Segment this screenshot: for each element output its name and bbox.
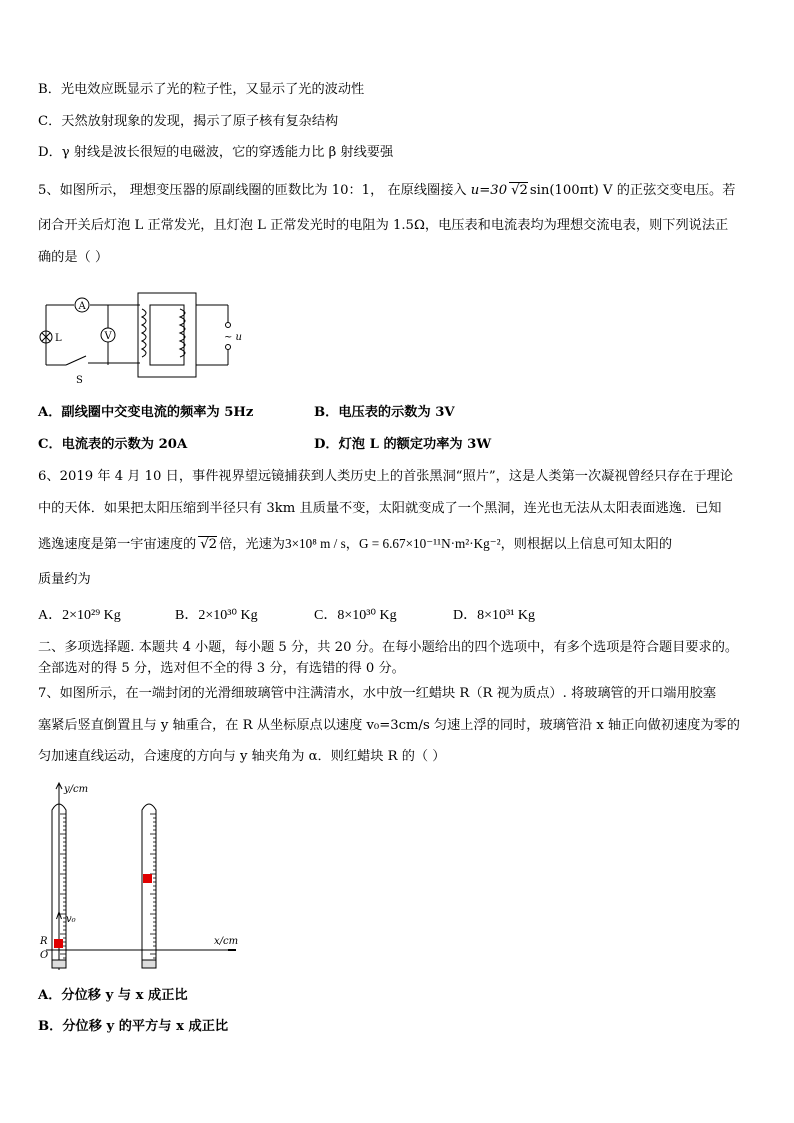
q5-option-c: C．电流表的示数为 20A bbox=[38, 437, 188, 452]
red-wax-block-moved bbox=[143, 874, 152, 883]
section2-line1: 二、多项选择题. 本题共 4 小题，每小题 5 分，共 20 分。在每小题给出的四个选项中，有多个选项是符合题目要求的。 bbox=[38, 640, 739, 655]
v0-label: v₀ bbox=[66, 914, 76, 925]
switch-label: S bbox=[76, 375, 83, 385]
lamp-label: L bbox=[55, 333, 62, 344]
q4-option-b: B．光电效应既显示了光的粒子性，又显示了光的波动性 bbox=[38, 82, 365, 97]
q7-stem-line3: 匀加速直线运动，合速度的方向与 y 轴夹角为 α．则红蜡块 R 的（ ） bbox=[38, 749, 446, 764]
q6-stem-line3: 逃逸速度是第一宇宙速度的 √2 倍，光速为3×10⁸ m / s，G = 6.67×10⁻¹¹N·m²·Kg⁻²，则根据以上信息可知太阳的 bbox=[38, 536, 673, 552]
q7-stem-line2: 塞紧后竖直倒置且与 y 轴重合，在 R 从坐标原点以速度 v₀=3cm/s 匀速上浮的同时，玻璃管沿 x 轴正向做初速度为零的 bbox=[38, 718, 740, 733]
glass-tube-figure bbox=[38, 780, 243, 980]
transformer-circuit-figure bbox=[38, 285, 253, 385]
q5-stem-line3: 确的是（ ） bbox=[38, 250, 109, 265]
q6-option-c: C．8×10³⁰ Kg bbox=[314, 608, 397, 623]
q7-stem-line1: 7、如图所示，在一端封闭的光滑细玻璃管中注满清水，水中放一红蜡块 R（R 视为质点）. 将玻璃管的开口端用胶塞 bbox=[38, 686, 717, 701]
q6-stem-line2: 中的天体．如果把太阳压缩到半径只有 3km 且质量不变，太阳就变成了一个黑洞，连光也无法从太阳表面逃逸．已知 bbox=[38, 501, 722, 516]
q5-option-d: D．灯泡 L 的额定功率为 3W bbox=[314, 437, 492, 452]
q6-option-d: D．8×10³¹ Kg bbox=[453, 608, 536, 623]
q4-option-c: C．天然放射现象的发现，揭示了原子核有复杂结构 bbox=[38, 114, 339, 129]
q7-option-b: B．分位移 y 的平方与 x 成正比 bbox=[38, 1019, 229, 1034]
q6-option-a: A．2×10²⁹ Kg bbox=[38, 608, 121, 623]
q6-option-b: B．2×10³⁰ Kg bbox=[175, 608, 258, 623]
section2-line2: 全部选对的得 5 分，选对但不全的得 3 分，有选错的得 0 分。 bbox=[38, 661, 405, 676]
source-label: ~ u bbox=[224, 332, 242, 343]
sqrt-2: √2 bbox=[200, 537, 218, 552]
q7-option-a: A．分位移 y 与 x 成正比 bbox=[38, 988, 188, 1003]
r-label: R bbox=[40, 936, 48, 947]
y-axis-label: y/cm bbox=[64, 784, 89, 795]
red-wax-block-start bbox=[54, 939, 63, 948]
q5-option-a: A．副线圈中交变电流的频率为 5Hz bbox=[38, 405, 254, 420]
x-axis-label: x/cm bbox=[214, 936, 239, 947]
q5-stem-line1: 5、如图所示， 理想变压器的原副线圈的匝数比为 10：1， 在原线圈接入 u=30 √2 sin(100πt) V 的正弦交变电压。若 bbox=[38, 183, 736, 198]
q5-stem-line2: 闭合开关后灯泡 L 正常发光，且灯泡 L 正常发光时的电阻为 1.5Ω，电压表和电流表均为理想交流电表，则下列说法正 bbox=[38, 218, 729, 233]
ammeter-label: A bbox=[78, 301, 86, 312]
tube-scale-left bbox=[60, 814, 66, 958]
q5-option-b: B．电压表的示数为 3V bbox=[314, 405, 455, 420]
q4-option-d: D．γ 射线是波长很短的电磁波，它的穿透能力比 β 射线要强 bbox=[38, 145, 394, 160]
q6-stem-line1: 6、2019 年 4 月 10 日，事件视界望远镜捕获到人类历史上的首张黑洞“照片”，这是人类第一次凝视曾经只存在于理论 bbox=[38, 469, 733, 484]
tube-scale-right bbox=[150, 814, 156, 958]
voltmeter-label: V bbox=[104, 331, 112, 342]
q6-stem-line4: 质量约为 bbox=[38, 572, 91, 587]
origin-label: O bbox=[40, 950, 49, 961]
sqrt-2: √2 bbox=[511, 183, 528, 198]
